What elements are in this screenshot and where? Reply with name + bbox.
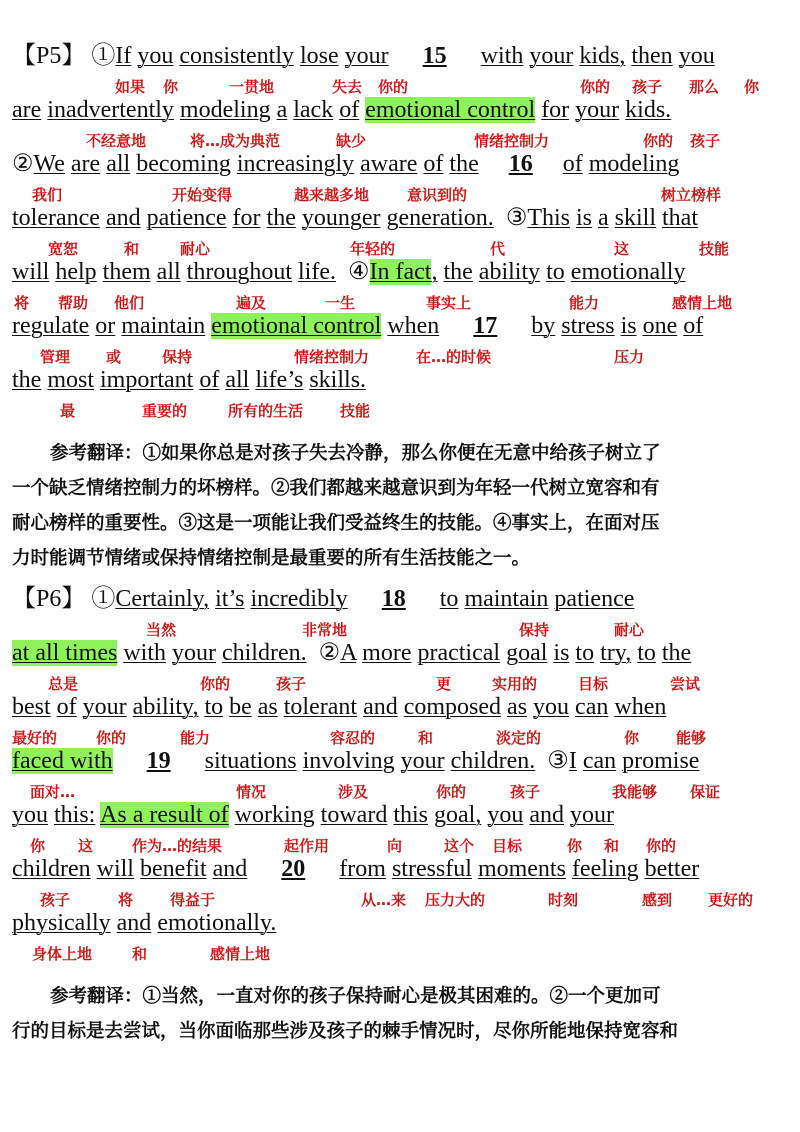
p5-line-4 (12, 204, 788, 232)
gloss-word: 技能 (699, 240, 730, 258)
english-word: a (598, 205, 609, 231)
gloss-word: 总是 (48, 675, 79, 693)
english-word: to (204, 694, 224, 720)
gloss-word: 越来越多地 (294, 186, 370, 204)
english-word: and (363, 694, 398, 720)
gloss-word: 如果 (115, 78, 146, 96)
english-word: patience (554, 586, 635, 612)
english-word: tolerant (283, 694, 358, 720)
gloss-word: 尝试 (670, 675, 701, 693)
reference-translation (12, 979, 788, 1049)
gloss-word: 最好的 (12, 729, 58, 747)
english-word: can (582, 748, 617, 774)
gloss-word: 情况 (236, 783, 267, 801)
english-word: I (568, 748, 577, 774)
english-word: A (340, 640, 357, 666)
english-word: stress (561, 313, 615, 339)
english-word: better (644, 856, 700, 882)
highlighted-phrase: In fact (369, 259, 432, 285)
english-word: composed (403, 694, 502, 720)
english-word: This (527, 205, 570, 231)
gloss-word: 得益于 (170, 891, 216, 909)
gloss-word: 你的 (646, 837, 677, 855)
english-word: maintain (464, 586, 549, 612)
english-word: Certainly, (115, 586, 210, 612)
english-word: of (562, 151, 583, 177)
gloss-word: 从…来 (361, 891, 407, 909)
gloss-row (0, 130, 800, 152)
gloss-row (0, 781, 800, 803)
english-word: working (234, 802, 315, 828)
english-word: from (339, 856, 386, 882)
english-word: with (480, 43, 524, 69)
english-word: is (620, 313, 637, 339)
highlighted-phrase: emotional control (211, 313, 382, 339)
gloss-word: 宽恕 (48, 240, 79, 258)
english-word: to (575, 640, 595, 666)
english-word: benefit (139, 856, 207, 882)
gloss-word: 开始变得 (172, 186, 233, 204)
gloss-word: 淡定的 (496, 729, 542, 747)
reference-translation (12, 436, 788, 576)
english-word: generation. (386, 205, 494, 231)
p5-line-5 (12, 258, 788, 286)
english-word: of (56, 694, 77, 720)
highlighted-phrase: at all times (12, 640, 118, 666)
english-word: or (95, 313, 116, 339)
gloss-row (0, 346, 800, 368)
english-word: goal (506, 640, 548, 666)
gloss-word: 或 (106, 348, 122, 366)
gloss-word: 更好的 (708, 891, 754, 909)
gloss-word: 非常地 (302, 621, 348, 639)
gloss-word: 孩子 (632, 78, 663, 96)
english-word: toward (320, 802, 388, 828)
english-word: your (82, 694, 127, 720)
english-word: becoming (136, 151, 231, 177)
english-word: the (443, 259, 473, 285)
blank-19: 19 (146, 748, 171, 774)
p6-line-2 (12, 639, 788, 667)
gloss-word: 失去 (332, 78, 363, 96)
highlighted-phrase: emotional control (365, 97, 536, 123)
p6-line-5 (12, 801, 788, 829)
english-word: ④ (347, 259, 370, 285)
gloss-word: 孩子 (276, 675, 307, 693)
p6-line-6 (12, 855, 788, 883)
english-word: this: (54, 802, 96, 828)
english-word: be (229, 694, 252, 720)
english-word: then (631, 43, 673, 69)
english-word: you (12, 802, 48, 828)
english-word: for (232, 205, 261, 231)
gloss-word: 耐心 (614, 621, 645, 639)
gloss-word: 你 (163, 78, 179, 96)
english-word: throughout (186, 259, 292, 285)
gloss-word: 你 (30, 837, 46, 855)
gloss-word: 保持 (519, 621, 550, 639)
gloss-word: 身体上地 (32, 945, 93, 963)
gloss-word: 重要的 (142, 402, 188, 420)
gloss-row (0, 835, 800, 857)
gloss-word: 和 (604, 837, 620, 855)
english-word: is (553, 640, 570, 666)
gloss-row (0, 727, 800, 749)
english-word: more (362, 640, 412, 666)
gloss-word: 能力 (569, 294, 600, 312)
english-word: try, (600, 640, 632, 666)
english-word: you (678, 43, 715, 69)
gloss-row (0, 673, 800, 695)
p6-line-1 (12, 585, 788, 613)
english-word: the (266, 205, 296, 231)
english-word: stressful (391, 856, 472, 882)
gloss-word: 我能够 (612, 783, 658, 801)
english-word: kids. (625, 97, 672, 123)
english-word: a (276, 97, 288, 123)
gloss-row (0, 889, 800, 911)
gloss-word: 那么 (689, 78, 720, 96)
gloss-word: 你 (624, 729, 640, 747)
gloss-word: 保持 (162, 348, 193, 366)
gloss-word: 最 (60, 402, 76, 420)
english-word: moments (477, 856, 566, 882)
english-word: as (507, 694, 528, 720)
gloss-word: 保证 (690, 783, 721, 801)
gloss-word: 起作用 (284, 837, 330, 855)
gloss-word: 你的 (436, 783, 467, 801)
gloss-word: 涉及 (338, 783, 369, 801)
p5-line-7 (12, 366, 788, 394)
english-word: best (12, 694, 51, 720)
gloss-word: 能够 (676, 729, 707, 747)
english-word: feeling (571, 856, 639, 882)
gloss-word: 这 (614, 240, 630, 258)
highlighted-phrase: faced with (12, 748, 113, 774)
english-word: you (137, 43, 174, 69)
english-word: If (115, 43, 132, 69)
english-word: ① (91, 43, 116, 69)
gloss-word: 容忍的 (330, 729, 376, 747)
p6-line-3 (12, 693, 788, 721)
gloss-word: 你的 (200, 675, 231, 693)
english-word: the (12, 367, 42, 393)
gloss-word: 管理 (40, 348, 71, 366)
english-word: of (339, 97, 360, 123)
english-word: skills. (309, 367, 367, 393)
gloss-word: 将 (118, 891, 134, 909)
gloss-word: 实用的 (492, 675, 538, 693)
english-word: and (116, 910, 152, 936)
english-word: inadvertently (47, 97, 174, 123)
gloss-word: 孩子 (510, 783, 541, 801)
gloss-word: 你 (744, 78, 760, 96)
english-word: skill (614, 205, 657, 231)
english-word: you (487, 802, 524, 828)
english-word: that (662, 205, 699, 231)
gloss-word: 能力 (180, 729, 211, 747)
translation-line: 一个缺乏情绪控制力的坏榜样。②我们都越来越意识到为年轻一代树立宽容和有 (12, 478, 660, 499)
english-word: for (541, 97, 570, 123)
english-word: can (575, 694, 609, 720)
english-word: as (257, 694, 278, 720)
gloss-word: 在…的时候 (416, 348, 492, 366)
english-word: your (529, 43, 574, 69)
gloss-word: 压力大的 (425, 891, 486, 909)
english-word: help (55, 259, 97, 285)
english-word: all (225, 367, 250, 393)
p5-line-1 (12, 42, 788, 70)
english-word: of (683, 313, 704, 339)
english-word: them (102, 259, 151, 285)
p6-line-4 (12, 747, 788, 775)
gloss-word: 他们 (114, 294, 145, 312)
gloss-word: 感到 (642, 891, 673, 909)
english-word: and (212, 856, 248, 882)
gloss-word: 时刻 (548, 891, 579, 909)
english-word: , (431, 259, 438, 285)
gloss-row (0, 184, 800, 206)
gloss-row (0, 400, 800, 422)
gloss-word: 将…成为典范 (190, 132, 281, 150)
english-word: and (529, 802, 564, 828)
blank-15: 15 (422, 43, 447, 69)
gloss-word: 你的 (580, 78, 611, 96)
english-word: of (199, 367, 220, 393)
english-word: are (70, 151, 101, 177)
p6-line-7 (12, 909, 788, 937)
english-word: consistently (179, 43, 294, 69)
english-word: physically (12, 910, 111, 936)
english-word: regulate (12, 313, 90, 339)
english-word: emotionally (570, 259, 686, 285)
gloss-word: 事实上 (426, 294, 472, 312)
english-word: patience (146, 205, 227, 231)
english-word: are (12, 97, 42, 123)
english-word: promise (622, 748, 700, 774)
english-word: practical (417, 640, 501, 666)
english-word: children. (221, 640, 307, 666)
english-word: kids, (579, 43, 626, 69)
gloss-word: 和 (132, 945, 148, 963)
english-word: goal, (434, 802, 482, 828)
translation-line: 参考翻译：①当然，一直对你的孩子保持耐心是极其困难的。②一个更加可 (50, 986, 661, 1007)
english-word: your (344, 43, 389, 69)
translation-line: 行的目标是去尝试，当你面临那些涉及孩子的棘手情况时，尽你所能地保持宽容和 (12, 1021, 679, 1042)
gloss-row (0, 238, 800, 260)
english-word: ability (478, 259, 541, 285)
english-word: ② (12, 151, 34, 177)
gloss-word: 当然 (146, 621, 177, 639)
english-word: younger (301, 205, 381, 231)
english-word: ① (91, 586, 116, 612)
english-word: all (106, 151, 131, 177)
gloss-word: 和 (124, 240, 140, 258)
english-word: increasingly (236, 151, 355, 177)
blank-16: 16 (508, 151, 533, 177)
p5-line-6 (12, 312, 788, 340)
english-word: it’s (215, 586, 245, 612)
gloss-word: 压力 (614, 348, 645, 366)
english-word: lack (293, 97, 334, 123)
english-word: most (47, 367, 95, 393)
english-word: to (439, 586, 459, 612)
translation-line: 力时能调节情绪或保持情绪控制是最重要的所有生活技能之一。 (12, 548, 531, 569)
gloss-word: 和 (418, 729, 434, 747)
gloss-word: 这 (78, 837, 94, 855)
english-word: your (171, 640, 216, 666)
gloss-word: 耐心 (180, 240, 211, 258)
gloss-word: 缺少 (336, 132, 367, 150)
gloss-word: 向 (387, 837, 403, 855)
english-word: your (575, 97, 620, 123)
english-word: the (449, 151, 479, 177)
gloss-word: 孩子 (690, 132, 721, 150)
english-word: when (614, 694, 667, 720)
english-word: will (12, 259, 50, 285)
gloss-word: 作为…的结果 (132, 837, 223, 855)
english-word: your (570, 802, 614, 828)
gloss-word: 感情上地 (210, 945, 271, 963)
gloss-word: 帮助 (58, 294, 89, 312)
english-word: you (533, 694, 570, 720)
english-word: life. (298, 259, 336, 285)
gloss-word: 树立榜样 (661, 186, 722, 204)
gloss-word: 这个 (444, 837, 475, 855)
gloss-word: 你的 (643, 132, 674, 150)
english-word: ③ (505, 205, 528, 231)
gloss-word: 我们 (32, 186, 63, 204)
english-word: all (156, 259, 181, 285)
gloss-word: 你的 (378, 78, 409, 96)
english-word: ② (318, 640, 341, 666)
english-word: with (123, 640, 166, 666)
english-word: to (637, 640, 656, 666)
gloss-word: 你的 (96, 729, 127, 747)
blank-20: 20 (281, 856, 306, 882)
gloss-word: 感情上地 (672, 294, 733, 312)
english-word: ability, (132, 694, 199, 720)
paragraph-marker: 【P6】 (12, 586, 86, 612)
gloss-word: 目标 (492, 837, 523, 855)
english-word: children (12, 856, 91, 882)
english-word: modeling (179, 97, 271, 123)
english-word: ③ (547, 748, 569, 774)
gloss-row (0, 292, 800, 314)
gloss-word: 一生 (325, 294, 356, 312)
paragraph-marker: 【P5】 (12, 43, 86, 69)
english-word: your (400, 748, 445, 774)
gloss-word: 目标 (578, 675, 609, 693)
gloss-word: 情绪控制力 (294, 348, 370, 366)
gloss-row (0, 76, 800, 98)
english-word: life’s (255, 367, 304, 393)
gloss-word: 情绪控制力 (474, 132, 550, 150)
translation-line: 参考翻译：①如果你总是对孩子失去冷静，那么你便在无意中给孩子树立了 (50, 443, 661, 464)
english-word: when (387, 313, 440, 339)
gloss-word: 年轻的 (350, 240, 396, 258)
gloss-word: 孩子 (40, 891, 71, 909)
gloss-word: 你 (567, 837, 583, 855)
english-word: the (661, 640, 692, 666)
gloss-row (0, 943, 800, 965)
english-word: tolerance (12, 205, 100, 231)
gloss-word: 不经意地 (86, 132, 147, 150)
english-word: important (100, 367, 194, 393)
gloss-word: 技能 (340, 402, 371, 420)
english-word: involving (302, 748, 395, 774)
english-word: lose (300, 43, 339, 69)
english-word: this (393, 802, 429, 828)
gloss-word: 遍及 (236, 294, 267, 312)
gloss-word: 一贯地 (229, 78, 275, 96)
blank-17: 17 (473, 313, 498, 339)
english-word: We (33, 151, 65, 177)
highlighted-phrase: As a result of (100, 802, 229, 828)
gloss-word: 代 (490, 240, 506, 258)
english-word: by (531, 313, 556, 339)
gloss-word: 意识到的 (407, 186, 468, 204)
english-word: children. (450, 748, 536, 774)
gloss-word: 将 (14, 294, 30, 312)
english-word: aware (360, 151, 418, 177)
english-word: situations (204, 748, 297, 774)
gloss-row (0, 619, 800, 641)
translation-line: 耐心榜样的重要性。③这是一项能让我们受益终生的技能。④事实上，在面对压 (12, 513, 660, 534)
english-word: to (546, 259, 565, 285)
english-word: incredibly (250, 586, 348, 612)
english-word: maintain (121, 313, 206, 339)
blank-18: 18 (381, 586, 406, 612)
gloss-word: 更 (436, 675, 452, 693)
english-word: modeling (588, 151, 680, 177)
english-word: of (423, 151, 444, 177)
gloss-word: 面对… (30, 783, 76, 801)
p5-line-3 (12, 150, 788, 178)
gloss-word: 所有的生活 (228, 402, 304, 420)
english-word: will (96, 856, 134, 882)
english-word: and (105, 205, 141, 231)
english-word: one (642, 313, 678, 339)
english-word: emotionally. (157, 910, 277, 936)
english-word: is (576, 205, 593, 231)
p5-line-2 (12, 96, 788, 124)
